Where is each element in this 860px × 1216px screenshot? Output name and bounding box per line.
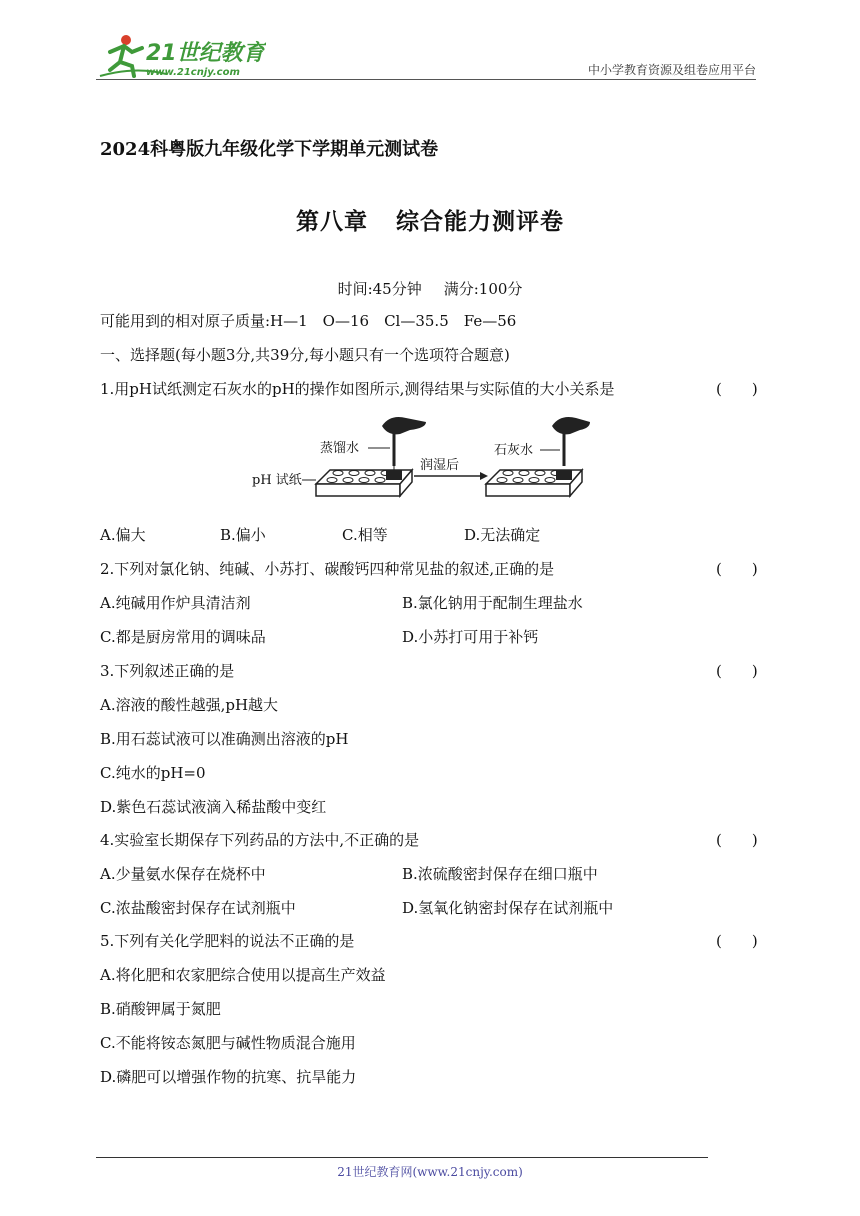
answer-blank-1: ( ) (716, 380, 758, 398)
label-after-wetting: 润湿后 (420, 458, 460, 473)
question-5-stem: 5.下列有关化学肥料的说法不正确的是 (100, 932, 355, 950)
q3-option-a: A.溶液的酸性越强,pH越大 (100, 696, 279, 714)
q3-option-d: D.紫色石蕊试液滴入稀盐酸中变红 (100, 798, 327, 816)
section-heading: 一、选择题(每小题3分,共39分,每小题只有一个选项符合题意) (100, 346, 510, 364)
ph-test-figure (250, 414, 590, 514)
footer-link[interactable]: 21世纪教育网(www.21cnjy.com) (337, 1165, 523, 1179)
q5-option-a: A.将化肥和农家肥综合使用以提高生产效益 (100, 966, 386, 984)
q2-option-d: D.小苏打可用于补钙 (402, 628, 539, 646)
header-divider (96, 79, 756, 80)
q5-option-d: D.磷肥可以增强作物的抗寒、抗旱能力 (100, 1068, 357, 1086)
header-tagline: 中小学教育资源及组卷应用平台 (587, 63, 756, 77)
exam-info (0, 278, 860, 299)
label-lime-water: 石灰水 (494, 443, 534, 458)
answer-blank-4: ( ) (716, 831, 758, 849)
q1-option-c: C.相等 (342, 526, 388, 544)
exam-score: 满分:100分 (443, 280, 523, 298)
q4-option-c: C.浓盐酸密封保存在试剂瓶中 (100, 899, 296, 917)
exam-time: 时间:45分钟 (337, 280, 422, 298)
site-logo (96, 30, 266, 82)
label-distilled-water: 蒸馏水 (320, 441, 360, 456)
q2-option-c: C.都是厨房常用的调味品 (100, 628, 266, 646)
question-3-stem: 3.下列叙述正确的是 (100, 662, 235, 680)
question-1-stem: 1.用pH试纸测定石灰水的pH的操作如图所示,测得结果与实际值的大小关系是 (100, 380, 615, 398)
atomic-mass-note: 可能用到的相对原子质量:H—1 O—16 Cl—35.5 Fe—56 (100, 312, 517, 330)
answer-blank-3: ( ) (716, 662, 758, 680)
chapter-title (0, 203, 860, 236)
q1-option-b: B.偏小 (220, 526, 266, 544)
document-title: 2024科粤版九年级化学下学期单元测试卷 (100, 139, 439, 160)
q4-option-b: B.浓硫酸密封保存在细口瓶中 (402, 865, 598, 883)
q2-option-b: B.氯化钠用于配制生理盐水 (402, 594, 583, 612)
q1-option-d: D.无法确定 (464, 526, 541, 544)
q4-option-a: A.少量氨水保存在烧杯中 (100, 865, 266, 883)
q1-option-a: A.偏大 (100, 526, 146, 544)
q5-option-b: B.硝酸钾属于氮肥 (100, 1000, 221, 1018)
chapter-number: 第八章 (296, 208, 368, 235)
answer-blank-5: ( ) (716, 932, 758, 950)
q3-option-b: B.用石蕊试液可以准确测出溶液的pH (100, 730, 349, 748)
q2-option-a: A.纯碱用作炉具清洁剂 (100, 594, 251, 612)
q5-option-c: C.不能将铵态氮肥与碱性物质混合施用 (100, 1034, 356, 1052)
svg-text:21世纪教育: 21世纪教育 (146, 41, 265, 66)
q4-option-d: D.氢氧化钠密封保存在试剂瓶中 (402, 899, 614, 917)
question-4-stem: 4.实验室长期保存下列药品的方法中,不正确的是 (100, 831, 420, 849)
chapter-name: 综合能力测评卷 (396, 208, 564, 235)
label-ph-paper: pH 试纸 (252, 473, 302, 488)
footer-divider (96, 1157, 708, 1158)
svg-text:www.21cnjy.com: www.21cnjy.com (146, 67, 240, 78)
answer-blank-2: ( ) (716, 560, 758, 578)
q3-option-c: C.纯水的pH=0 (100, 764, 206, 782)
question-2-stem: 2.下列对氯化钠、纯碱、小苏打、碳酸钙四种常见盐的叙述,正确的是 (100, 560, 555, 578)
